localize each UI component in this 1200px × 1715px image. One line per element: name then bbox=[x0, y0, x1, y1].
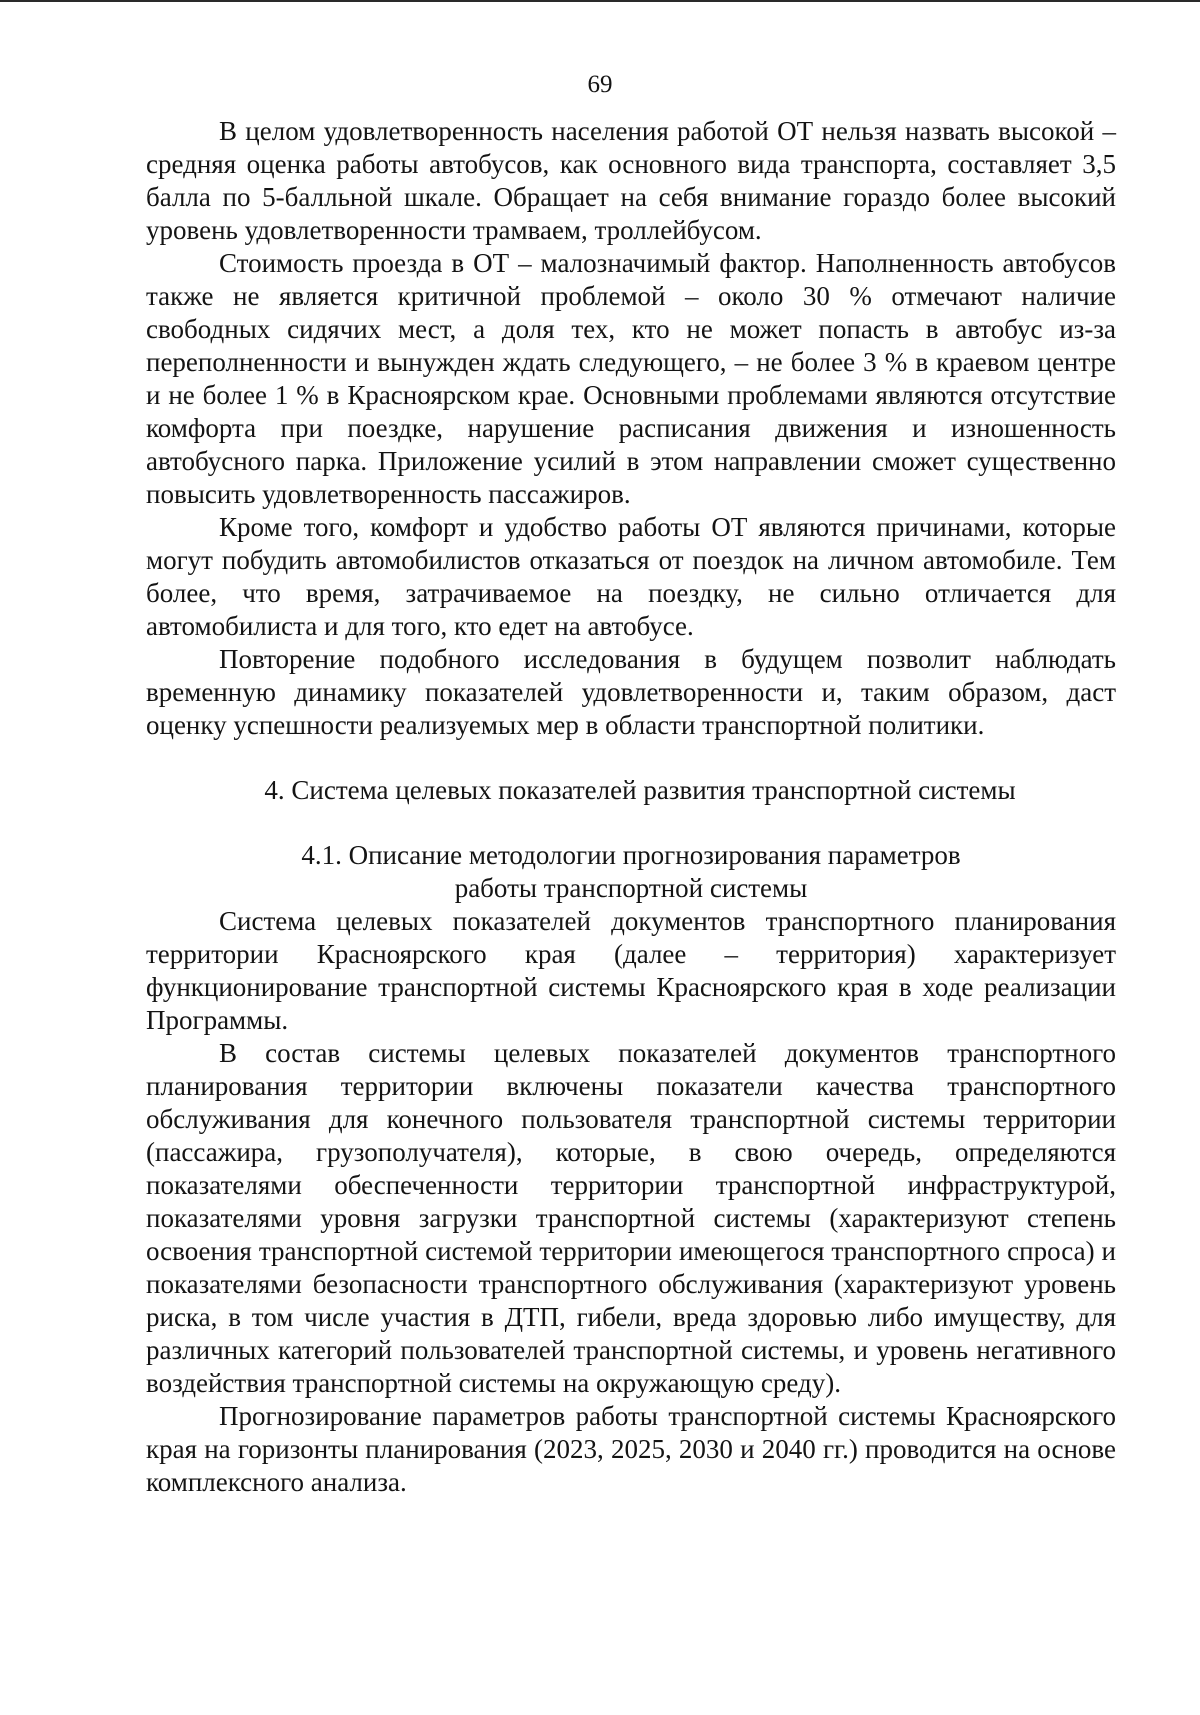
paragraph-fare-and-crowding: Стоимость проезда в ОТ – малозначимый фактор. Наполненность автобусов также не является критичной проблемой – около 30 % отмечают наличие свободных сидячих мест, а доля тех, кто не может попасть в автобус из-за переполненности и вынужден ждать следующего, – не более 3 % в краевом центре и не более 1 % в Красноярском крае. Основными проблемами являются отсутствие комфорта при поездке, нарушение расписания движения и изношенность автобусного парка. Приложение усилий в этом направлении сможет существенно повысить удовлетворенность пассажиров. bbox=[146, 248, 1116, 509]
paragraph-indicator-system: Система целевых показателей документов транспортного планирования территории Красноярского края (далее – территория) характеризует функционирование транспортной системы Красноярского края в ходе реализации Программы. bbox=[146, 906, 1116, 1035]
paragraph-indicator-composition: В состав системы целевых показателей документов транспортного планирования территории включены показатели качества транспортного обслуживания для конечного пользователя транспортной системы территории (пассажира, грузополучателя), которые, в свою очередь, определяются показателями обеспеченности территории транспортной инфраструктурой, показателями уровня загрузки транспортной системы (характеризуют степень освоения транспортной системой территории имеющегося транспортного спроса) и показателями безопасности транспортного обслуживания (характеризуют уровень риска, в том числе участия в ДТП, гибели, вреда здоровью либо имуществу, для различных категорий пользователей транспортной системы, и уровень негативного воздействия транспортной системы на окружающую среду). bbox=[146, 1038, 1116, 1398]
page-number: 69 bbox=[587, 71, 613, 98]
subsection-heading-line-2: работы транспортной системы bbox=[454, 873, 808, 903]
paragraph-comfort: Кроме того, комфорт и удобство работы ОТ являются причинами, которые могут побудить автомобилистов отказаться от поездок на личном автомобиле. Тем более, что время, затрачиваемое на поездку, не сильно отличается для автомобилиста и для того, кто едет на автобусе. bbox=[146, 512, 1116, 641]
paragraph-repeat-study: Повторение подобного исследования в будущем позволит наблюдать временную динамику показателей удовлетворенности и, таким образом, даст оценку успешности реализуемых мер в области транспортной политики. bbox=[146, 644, 1116, 740]
subsection-heading bbox=[146, 839, 1116, 905]
paragraph-satisfaction: В целом удовлетворенность населения работой ОТ нельзя назвать высокой – средняя оценка работы автобусов, как основного вида транспорта, составляет 3,5 балла по 5-балльной шкале. Обращает на себя внимание гораздо более высокий уровень удовлетворенности трамваем, троллейбусом. bbox=[146, 116, 1116, 245]
subsection-heading-line-1: 4.1. Описание методологии прогнозирования параметров bbox=[301, 840, 961, 870]
paragraph-forecasting: Прогнозирование параметров работы транспортной системы Красноярского края на горизонты планирования (2023, 2025, 2030 и 2040 гг.) проводится на основе комплексного анализа. bbox=[146, 1401, 1116, 1497]
document-body bbox=[146, 115, 1116, 1499]
section-heading: 4. Система целевых показателей развития транспортной системы bbox=[264, 775, 1016, 805]
